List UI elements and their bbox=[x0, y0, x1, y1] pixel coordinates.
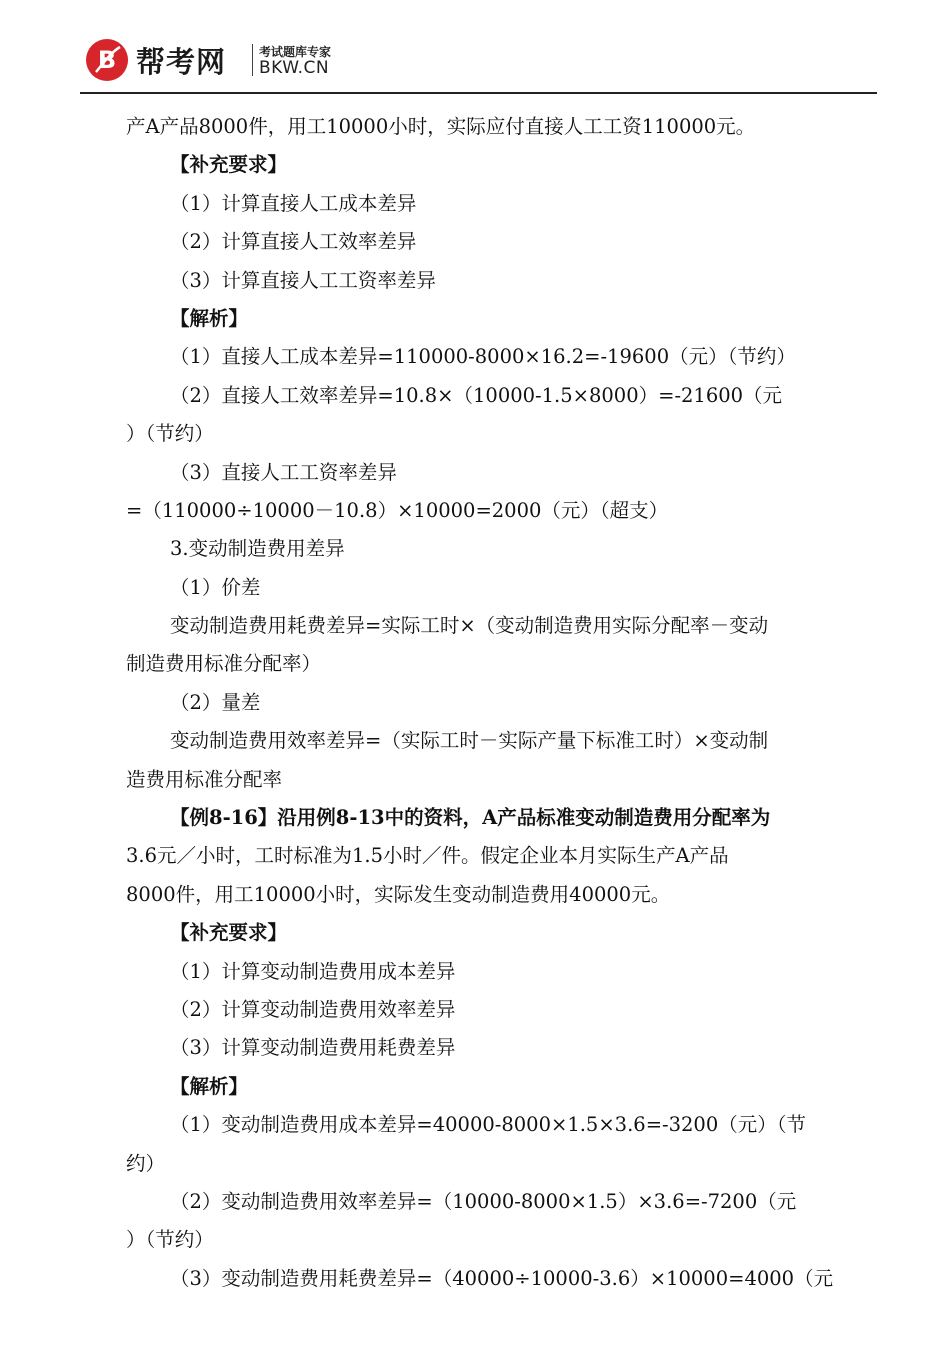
text-line: 3.变动制造费用差异 bbox=[170, 537, 345, 561]
text-line: ）（节约） bbox=[126, 422, 214, 446]
text-line: 产A产品8000件，用工10000小时，实际应付直接人工工资110000元。 bbox=[126, 115, 756, 138]
header-rule bbox=[80, 92, 877, 94]
text-line: （2）直接人工效率差异=10.8×（10000-1.5×8000）=-21600（元 bbox=[170, 383, 783, 407]
text-line: ）（节约） bbox=[126, 1228, 214, 1252]
text-line: （2）计算变动制造费用效率差异 bbox=[170, 997, 456, 1021]
text-line: 8000件，用工10000小时，实际发生变动制造费用40000元。 bbox=[126, 882, 671, 906]
text-line: （2）计算直接人工效率差异 bbox=[170, 230, 417, 254]
brand-divider bbox=[252, 44, 253, 76]
page-header bbox=[0, 0, 950, 96]
text-line: （1）计算直接人工成本差异 bbox=[170, 191, 417, 215]
brand-slogan: 考试题库专家 bbox=[259, 45, 332, 59]
text-line: （3）直接人工工资率差异 bbox=[170, 460, 397, 484]
text-line: 【例8-16】沿用例8-13中的资料，A产品标准变动制造费用分配率为 bbox=[170, 806, 771, 830]
text-line: 3.6元／小时，工时标准为1.5小时／件。假定企业本月实际生产A产品 bbox=[126, 844, 729, 868]
brand-logo-icon bbox=[84, 37, 130, 83]
text-line: 【解析】 bbox=[170, 306, 249, 330]
text-line: 造费用标准分配率 bbox=[126, 767, 283, 791]
text-line: 变动制造费用效率差异=（实际工时－实际产量下标准工时）×变动制 bbox=[170, 729, 769, 753]
text-line: （2）变动制造费用效率差异=（10000-8000×1.5）×3.6=-7200（元 bbox=[170, 1189, 797, 1213]
text-line: 【解析】 bbox=[170, 1074, 249, 1098]
brand-domain: BKW.CN bbox=[259, 58, 330, 78]
text-line: 【补充要求】 bbox=[170, 921, 288, 945]
text-line: 约） bbox=[126, 1151, 166, 1175]
text-line: 【补充要求】 bbox=[170, 153, 288, 177]
brand-name: 帮考网 bbox=[136, 45, 227, 79]
text-line: （2）量差 bbox=[170, 690, 261, 714]
logo-letter: B bbox=[97, 46, 117, 74]
text-line: （1）变动制造费用成本差异=40000-8000×1.5×3.6=-3200（元）（节 bbox=[170, 1113, 806, 1137]
text-line: =（110000÷10000－10.8）×10000=2000（元）（超支） bbox=[126, 498, 669, 522]
text-line: （1）价差 bbox=[170, 575, 261, 599]
text-line: （1）直接人工成本差异=110000-8000×16.2=-19600（元）（节约） bbox=[170, 345, 796, 369]
text-line: （1）计算变动制造费用成本差异 bbox=[170, 959, 456, 983]
text-line: （3）计算变动制造费用耗费差异 bbox=[170, 1036, 456, 1060]
text-line: 制造费用标准分配率） bbox=[126, 652, 322, 676]
text-line: （3）变动制造费用耗费差异=（40000÷10000-3.6）×10000=4000（元 bbox=[170, 1266, 834, 1290]
document-body bbox=[126, 108, 866, 1298]
text-line: 变动制造费用耗费差异=实际工时×（变动制造费用实际分配率－变动 bbox=[170, 614, 769, 638]
text-line: （3）计算直接人工工资率差异 bbox=[170, 268, 436, 292]
